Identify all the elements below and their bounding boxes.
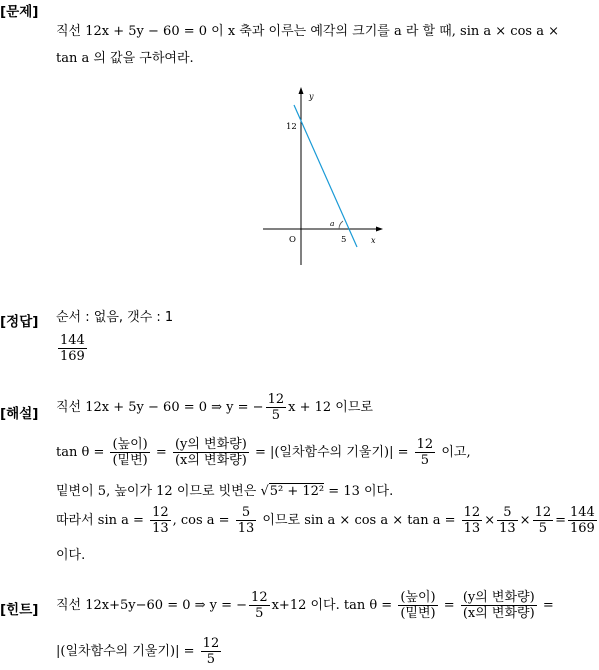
solution-l1-num: 12	[267, 392, 285, 407]
solution-line-4	[56, 505, 599, 536]
solution-l4-f5-den: 5	[533, 520, 554, 536]
solution-line-3: 밑변이 5, 높이가 12 이므로 빗변은 √5² + 12² = 13 이다.	[56, 484, 394, 499]
solution-line-1	[56, 392, 373, 423]
answer-numerator: 144	[60, 333, 85, 348]
solution-l4-x1: ×	[484, 513, 496, 528]
hint-l2-pre: |(일차함수의 기울기)| =	[56, 644, 195, 659]
solution-l2-f2-den: (x의 변화량)	[173, 452, 249, 468]
y-intercept-label: 12	[286, 122, 297, 132]
problem-line-1: 직선 12x + 5y − 60 = 0 이 x 축과 이루는 예각의 크기를 a 라 할 때, sin a × cos a ×	[56, 24, 559, 39]
solution-l4-pre: 따라서 sin a =	[56, 513, 144, 528]
solution-l3-pre: 밑변이 5, 높이가 12 이므로 빗변은	[56, 484, 257, 499]
solution-l4-f3-den: 13	[463, 521, 481, 536]
hint-label: [힌트]	[0, 602, 39, 618]
solution-l2-f1-num: (높이)	[112, 437, 148, 452]
solution-l4-f2-num: 5	[241, 505, 251, 520]
solution-l4-f1-num: 12	[152, 505, 169, 520]
solution-l4-mid1: , cos a =	[172, 513, 230, 528]
hint-l1-pre: 직선 12x+5y−60 = 0 ⇒ y = −	[56, 598, 248, 613]
hint-l1-mid: x+12 이다. tan θ =	[271, 598, 393, 613]
hint-l1-f2-den: (밑변)	[400, 606, 436, 621]
x-axis-label: x	[371, 236, 376, 245]
solution-l2-post: 이고,	[441, 445, 471, 460]
answer-value	[56, 333, 89, 364]
solution-line-5: 이다.	[56, 548, 86, 563]
problem-line-2: tan a 의 값을 구하여라.	[56, 51, 194, 66]
x-axis-arrow	[376, 227, 383, 232]
hint-l2-f-num: 12	[202, 636, 220, 651]
solution-l3-sqrt: 5² + 12²	[269, 484, 325, 499]
solution-l4-eq: =	[555, 513, 567, 528]
solution-l1-den: 5	[266, 407, 287, 423]
solution-l4-x2: ×	[519, 513, 531, 528]
solution-l2-f3-num: 12	[416, 437, 434, 452]
solution-l2-pre: tan θ =	[56, 445, 105, 460]
solution-l4-f4-num: 5	[503, 505, 512, 520]
solution-l4-f3-num: 12	[463, 505, 481, 520]
solution-l3-post: = 13 이다.	[328, 484, 394, 499]
solution-l2-mid: = |(일차함수의 기울기)| =	[254, 445, 409, 460]
hint-l1-eq2: =	[542, 598, 554, 613]
solution-l1-pre: 직선 12x + 5y − 60 = 0 ⇒ y = −	[56, 400, 264, 415]
hint-line-1	[56, 590, 554, 621]
hint-line-2	[56, 636, 223, 667]
solution-label: [해설]	[0, 406, 39, 422]
origin-label: O	[289, 235, 296, 245]
hint-l1-f2-num: (높이)	[400, 590, 436, 605]
hint-l2-f-den: 5	[201, 651, 222, 667]
solution-l2-f2-num: (y의 변화량)	[174, 437, 247, 452]
solution-l4-f2-den: 13	[237, 521, 255, 536]
angle-arc	[339, 221, 343, 229]
hint-l1-f3-num: (y의 변화량)	[462, 590, 535, 605]
solution-l4-f6-den: 169	[570, 521, 595, 536]
solution-l2-f3-den: 5	[415, 452, 436, 468]
answer-label: [정답]	[0, 314, 39, 330]
angle-label: a	[330, 219, 335, 228]
graph-line	[294, 105, 357, 247]
hint-l1-eq1: =	[443, 598, 455, 613]
hint-l1-f3-den: (x의 변화량)	[461, 605, 537, 621]
solution-l4-mid2: 이므로 sin a × cos a × tan a =	[262, 513, 456, 528]
solution-l1-post: x + 12 이므로	[288, 400, 373, 415]
solution-line-2	[56, 437, 471, 468]
solution-l2-f1-den: (밑변)	[112, 453, 148, 468]
y-axis-label: y	[309, 92, 314, 101]
solution-l4-f6-num: 144	[570, 505, 595, 520]
hint-l1-f1-num: 12	[251, 590, 268, 605]
problem-label: [문제]	[0, 4, 39, 20]
solution-l4-f5-num: 12	[534, 505, 552, 520]
x-intercept-label: 5	[341, 235, 347, 245]
y-axis-arrow	[299, 87, 304, 94]
line-graph	[255, 85, 390, 270]
solution-l4-f1-den: 13	[152, 521, 169, 536]
solution-l4-f4-den: 13	[499, 521, 516, 536]
answer-meta: 순서 : 없음, 갯수 : 1	[56, 310, 174, 325]
hint-l1-f1-den: 5	[249, 605, 270, 621]
answer-denominator: 169	[60, 349, 85, 364]
solution-l2-eq1: =	[155, 445, 167, 460]
